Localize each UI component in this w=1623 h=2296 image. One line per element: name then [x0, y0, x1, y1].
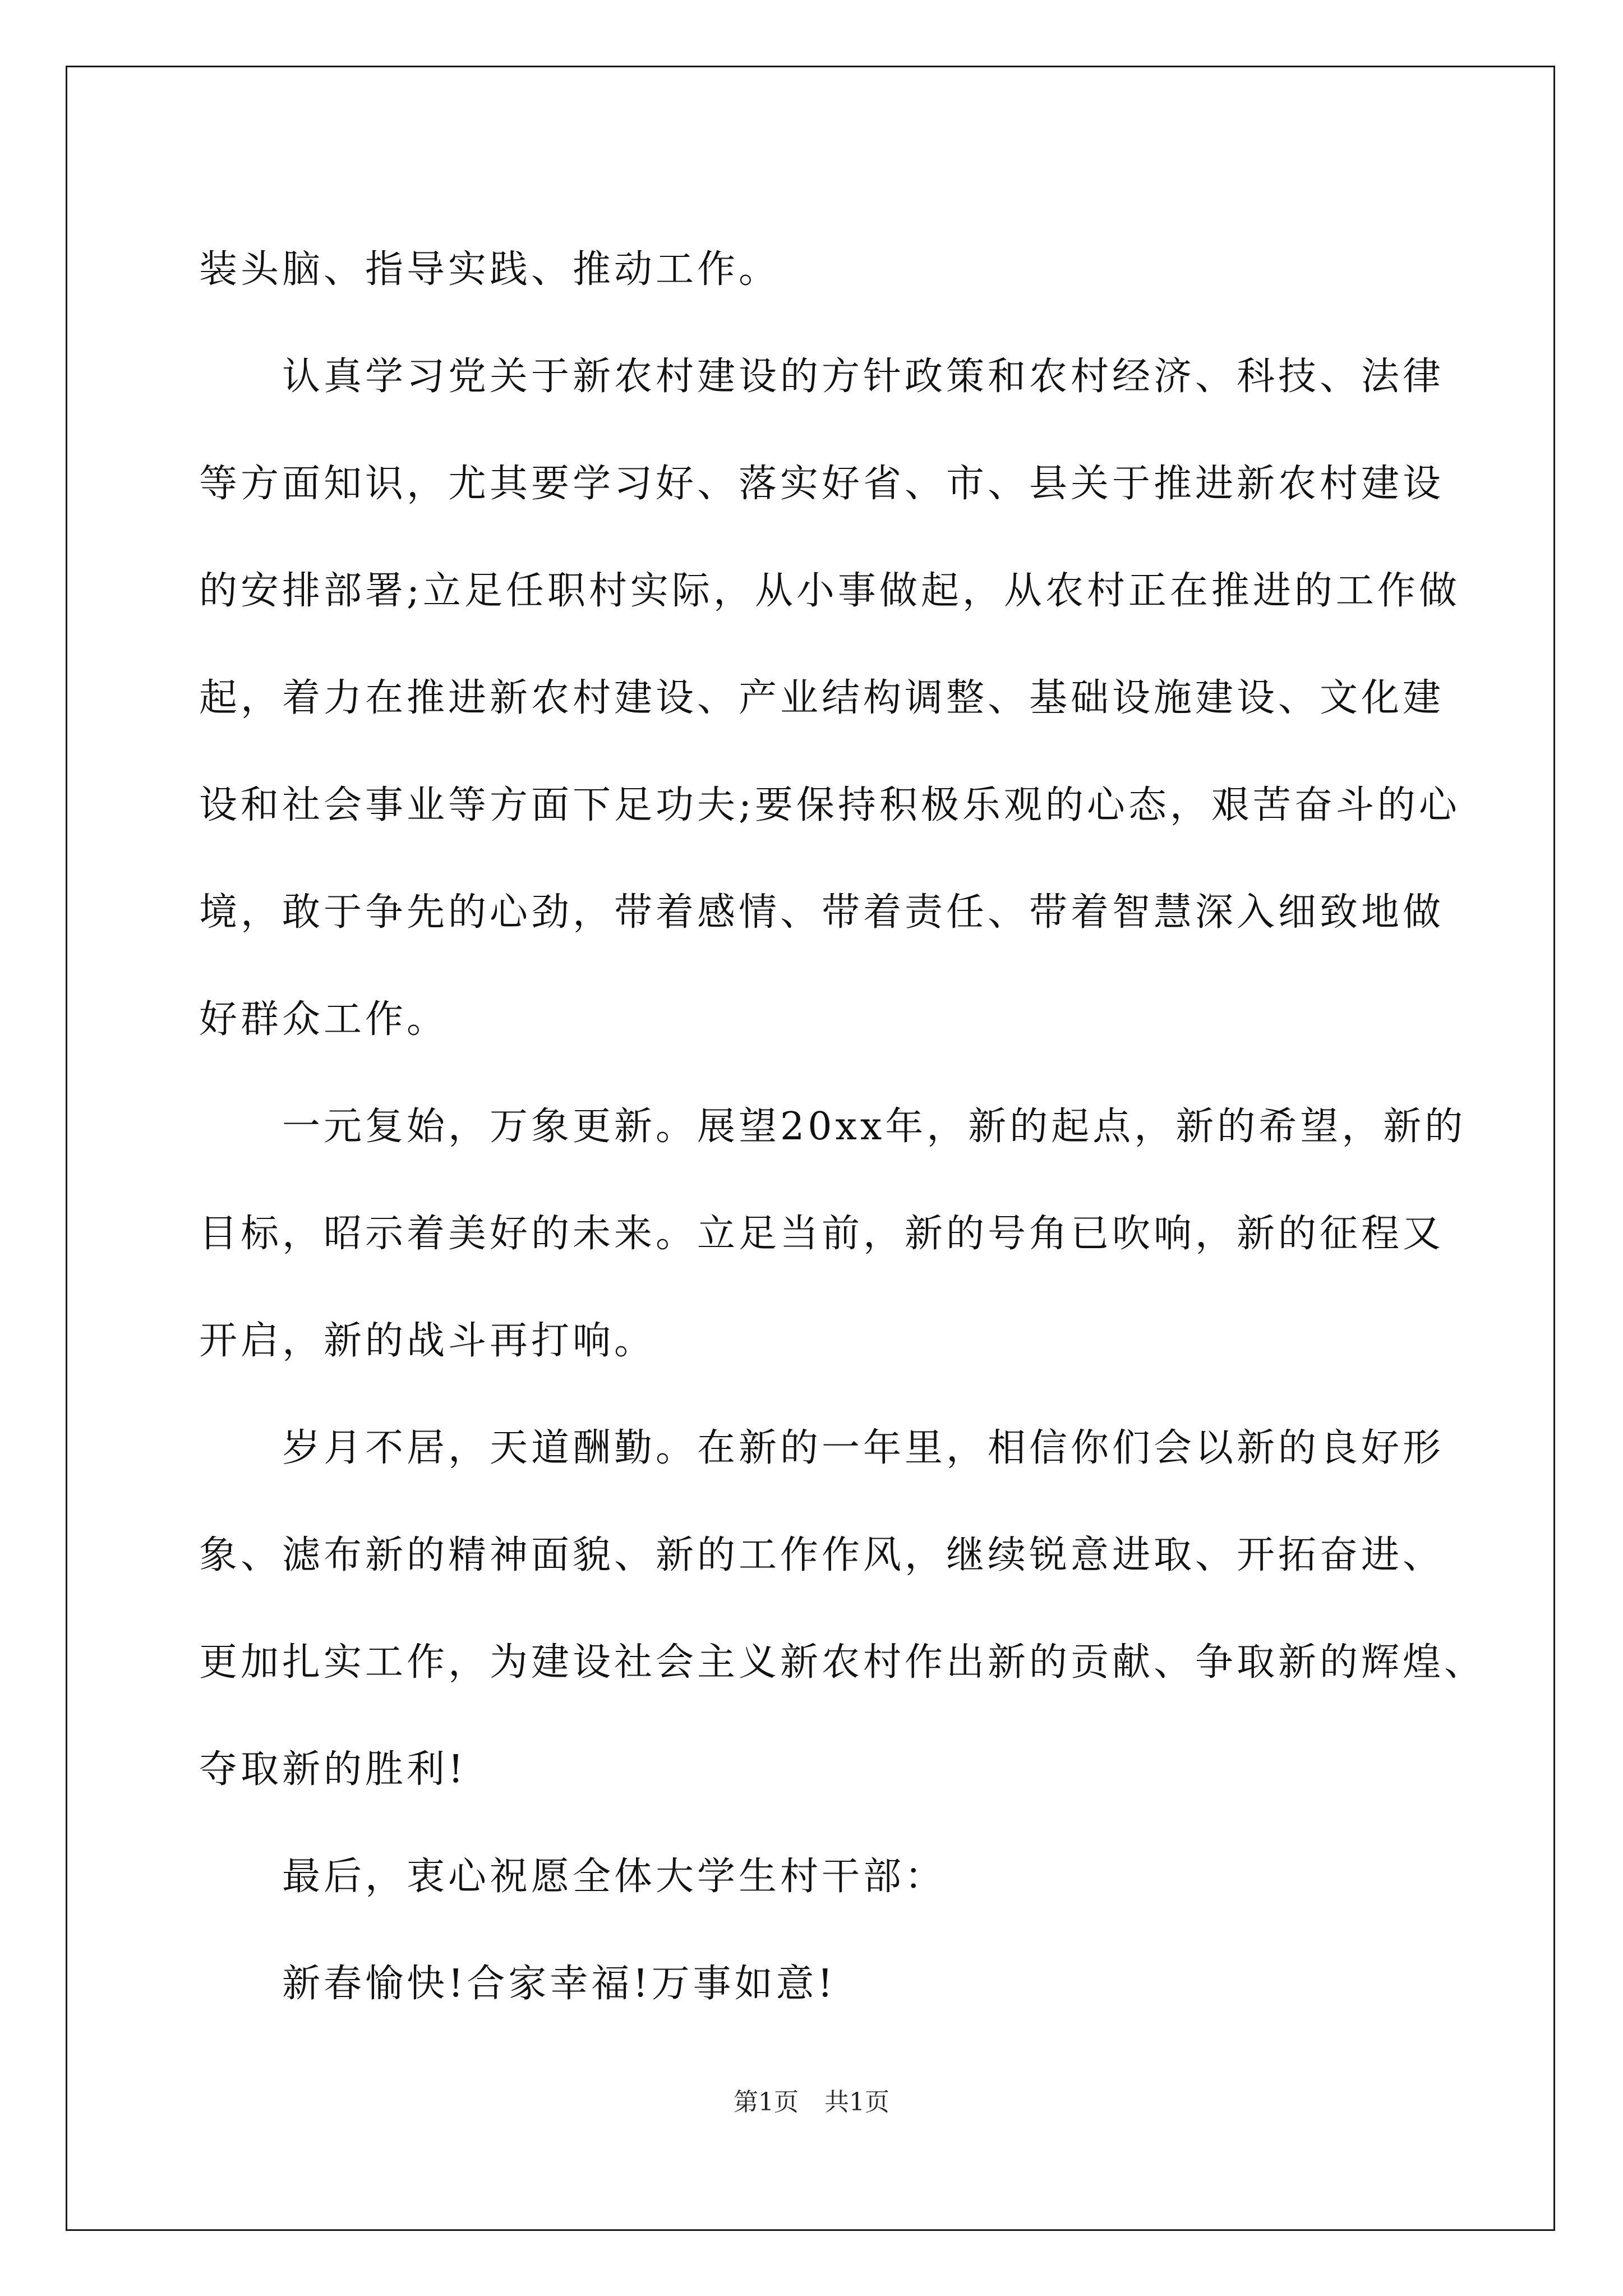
- text-line: 目标，昭示着美好的未来。立足当前，新的号角已吹响，新的征程又: [199, 1212, 1445, 1256]
- text-line: 一元复始，万象更新。展望20xx年，新的起点，新的希望，新的: [282, 1105, 1467, 1149]
- text-line: 境，敢于争先的心劲，带着感情、带着责任、带着智慧深入细致地做: [199, 890, 1445, 935]
- paragraph: [199, 216, 1461, 323]
- text-line: 设和社会事业等方面下足功夫;要保持积极乐观的心态，艰苦奋斗的心: [199, 783, 1460, 827]
- paragraph: [199, 1823, 1461, 1930]
- text-line: 的安排部署;立足任职村实际，从小事做起，从农村正在推进的工作做: [199, 569, 1460, 613]
- paragraph: [199, 323, 1461, 1073]
- paragraph: [199, 1930, 1461, 2037]
- text-line: 岁月不居，天道酬勤。在新的一年里，相信你们会以新的良好形: [282, 1426, 1445, 1470]
- text-line: 等方面知识，尤其要学习好、落实好省、市、县关于推进新农村建设: [199, 462, 1445, 506]
- text-line: 好群众工作。: [199, 997, 449, 1042]
- paragraph: [199, 1395, 1486, 1823]
- text-line: 更加扎实工作，为建设社会主义新农村作出新的贡献、争取新的辉煌、: [199, 1640, 1486, 1685]
- page-number: 第1页: [734, 2088, 799, 2116]
- text-line: 最后，衷心祝愿全体大学生村干部：: [282, 1855, 947, 1899]
- text-line: 开启，新的战斗再打响。: [199, 1319, 656, 1363]
- text-line: 夺取新的胜利!: [199, 1747, 467, 1792]
- document-body: [199, 216, 1486, 2037]
- page-total: 共1页: [824, 2088, 889, 2116]
- text-line: 装头脑、指导实践、推动工作。: [199, 247, 781, 292]
- text-line: 新春愉快!合家幸福!万事如意!: [282, 1962, 836, 2006]
- page-footer: [0, 2086, 1623, 2119]
- paragraph: [199, 1073, 1467, 1395]
- text-line: 象、滤布新的精神面貌、新的工作作风，继续锐意进取、开拓奋进、: [199, 1533, 1445, 1577]
- text-line: 起，着力在推进新农村建设、产业结构调整、基础设施建设、文化建: [199, 676, 1445, 720]
- text-line: 认真学习党关于新农村建设的方针政策和农村经济、科技、法律: [282, 355, 1445, 399]
